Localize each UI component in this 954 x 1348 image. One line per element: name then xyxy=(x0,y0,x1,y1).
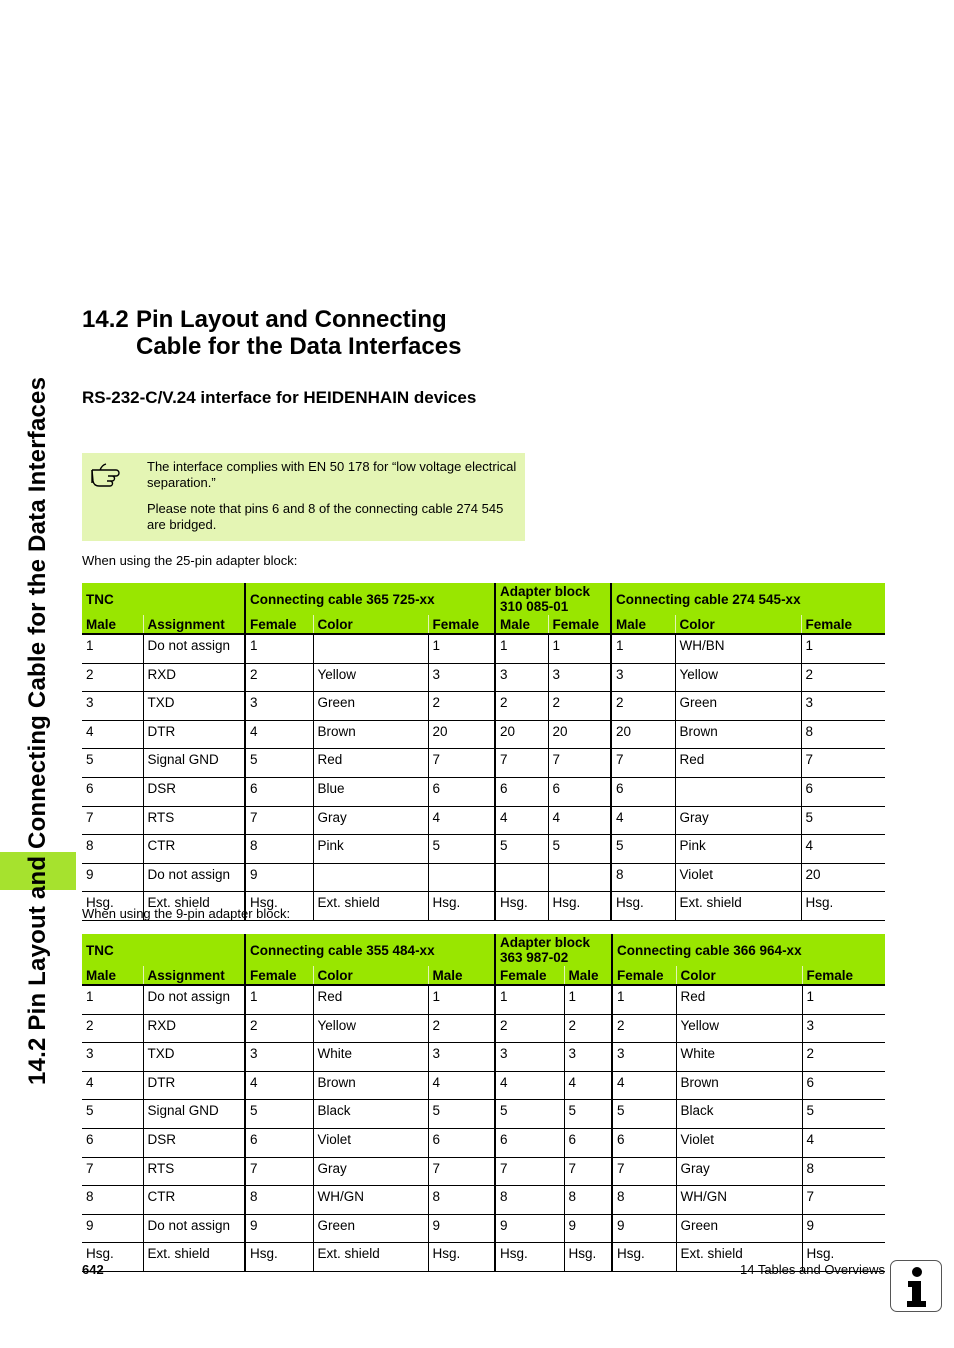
table-cell: 2 xyxy=(611,692,675,721)
table1-caption: When using the 25-pin adapter block: xyxy=(82,553,298,568)
table-cell: 6 xyxy=(802,1071,885,1100)
table-cell: 5 xyxy=(82,1100,143,1129)
table2-group-cable2: Connecting cable 366 964-xx xyxy=(612,934,885,966)
table-cell: DTR xyxy=(143,720,245,749)
table-cell: Ext. shield xyxy=(313,892,428,921)
table-cell: 2 xyxy=(495,692,548,721)
table-row xyxy=(82,663,885,692)
table-cell: 6 xyxy=(612,1128,676,1157)
table-cell: 9 xyxy=(612,1214,676,1243)
note-box xyxy=(82,453,525,541)
table-cell: 1 xyxy=(611,634,675,663)
table2-col-header: Female xyxy=(802,966,885,985)
table-cell: Violet xyxy=(676,1128,802,1157)
table-cell: 3 xyxy=(82,1043,143,1072)
table-cell xyxy=(313,863,428,892)
table-cell: Signal GND xyxy=(143,1100,245,1129)
table-cell: Hsg. xyxy=(245,892,313,921)
table-cell: 4 xyxy=(548,806,611,835)
table1-col-header: Female xyxy=(801,615,885,634)
table-cell: Hsg. xyxy=(428,1243,495,1272)
table-cell: 2 xyxy=(548,692,611,721)
table-cell: 2 xyxy=(802,1043,885,1072)
table-cell: 6 xyxy=(548,777,611,806)
table-cell: 4 xyxy=(801,835,885,864)
table-cell xyxy=(313,634,428,663)
table-cell: 9 xyxy=(428,1214,495,1243)
table-cell: 5 xyxy=(428,835,495,864)
table1-adapter-number: 310 085-01 xyxy=(500,599,569,614)
table-cell: RTS xyxy=(143,1157,245,1186)
table-cell: 3 xyxy=(802,1014,885,1043)
table2-col-header: Color xyxy=(313,966,428,985)
table-cell: RXD xyxy=(143,663,245,692)
table-cell: 4 xyxy=(428,806,495,835)
table-cell: 7 xyxy=(428,749,495,778)
table1-adapter-label: Adapter block xyxy=(500,584,591,599)
table2-col-header: Assignment xyxy=(143,966,245,985)
table-cell: Pink xyxy=(313,835,428,864)
table1-column-headers xyxy=(82,615,885,634)
table-cell: Green xyxy=(313,692,428,721)
table-cell: 9 xyxy=(245,863,313,892)
table-cell: 3 xyxy=(611,663,675,692)
table-cell: RTS xyxy=(143,806,245,835)
subsection-title: RS-232-C/V.24 interface for HEIDENHAIN devices xyxy=(82,388,477,407)
table-cell: 2 xyxy=(495,1014,564,1043)
table-cell: 8 xyxy=(245,835,313,864)
table-cell: 9 xyxy=(82,863,143,892)
table-cell: 5 xyxy=(564,1100,612,1129)
table-cell: 8 xyxy=(82,835,143,864)
table-cell: 1 xyxy=(564,985,612,1014)
table-cell: 9 xyxy=(495,1214,564,1243)
table-cell: 1 xyxy=(428,634,495,663)
table-cell: 4 xyxy=(612,1071,676,1100)
table-cell: 1 xyxy=(612,985,676,1014)
pin-table-9-pin xyxy=(82,934,885,1272)
table-cell: 5 xyxy=(802,1100,885,1129)
table-cell: Green xyxy=(675,692,801,721)
section-title-line2: Cable for the Data Interfaces xyxy=(136,333,462,360)
table-row xyxy=(82,634,885,663)
table-cell: Red xyxy=(313,749,428,778)
table-cell: Ext. shield xyxy=(675,892,801,921)
table-cell: 1 xyxy=(495,634,548,663)
table-cell: DTR xyxy=(143,1071,245,1100)
table-cell: Hsg. xyxy=(495,892,548,921)
table-cell: White xyxy=(676,1043,802,1072)
table2-caption: When using the 9-pin adapter block: xyxy=(82,906,291,921)
table-cell: 2 xyxy=(245,1014,313,1043)
table-row xyxy=(82,863,885,892)
table-cell: Do not assign xyxy=(143,985,245,1014)
table-cell: 20 xyxy=(428,720,495,749)
table1-body xyxy=(82,634,885,920)
table-cell: 1 xyxy=(82,634,143,663)
table-cell: 6 xyxy=(611,777,675,806)
table-cell: 4 xyxy=(495,1071,564,1100)
table2-body xyxy=(82,985,885,1271)
table-cell: Yellow xyxy=(313,1014,428,1043)
table-cell: Hsg. xyxy=(801,892,885,921)
table-cell: 7 xyxy=(428,1157,495,1186)
info-icon xyxy=(890,1260,942,1312)
table-cell: CTR xyxy=(143,835,245,864)
table-cell: Hsg. xyxy=(82,892,143,921)
table1-col-header: Male xyxy=(495,615,548,634)
table-row xyxy=(82,1186,885,1215)
table-cell: Red xyxy=(676,985,802,1014)
table-cell: Yellow xyxy=(675,663,801,692)
table-row xyxy=(82,1043,885,1072)
table-cell: White xyxy=(313,1043,428,1072)
table-cell: 8 xyxy=(82,1186,143,1215)
table2-col-header: Female xyxy=(245,966,313,985)
table-cell: Violet xyxy=(313,1128,428,1157)
table-row xyxy=(82,835,885,864)
table-cell: Brown xyxy=(313,720,428,749)
table-cell: Hsg. xyxy=(612,1243,676,1272)
table-cell: 4 xyxy=(802,1128,885,1157)
table-cell: 8 xyxy=(428,1186,495,1215)
table-cell: 6 xyxy=(428,777,495,806)
table-cell: Red xyxy=(675,749,801,778)
table-cell: 3 xyxy=(564,1043,612,1072)
table-cell: Gray xyxy=(675,806,801,835)
table-cell: 4 xyxy=(245,1071,313,1100)
table-row xyxy=(82,1214,885,1243)
table-row xyxy=(82,720,885,749)
table-cell: 20 xyxy=(495,720,548,749)
table-cell: 4 xyxy=(428,1071,495,1100)
table-row xyxy=(82,692,885,721)
table-cell: 3 xyxy=(245,692,313,721)
table-cell: 6 xyxy=(82,1128,143,1157)
pointing-hand-icon xyxy=(90,461,130,494)
table-cell: 2 xyxy=(82,1014,143,1043)
table-row xyxy=(82,1128,885,1157)
table2-group-tnc: TNC xyxy=(82,934,245,966)
table-cell: 2 xyxy=(428,692,495,721)
table-cell: 7 xyxy=(612,1157,676,1186)
table-cell: 3 xyxy=(495,663,548,692)
table-row xyxy=(82,777,885,806)
table-cell: 8 xyxy=(564,1186,612,1215)
table-cell: Black xyxy=(313,1100,428,1129)
table-cell: Do not assign xyxy=(143,634,245,663)
table-cell: 6 xyxy=(82,777,143,806)
table2-col-header: Female xyxy=(495,966,564,985)
note-paragraph-1: The interface complies with EN 50 178 for “low voltage electrical separation.” xyxy=(147,459,517,490)
section-number: 14.2 xyxy=(82,306,129,333)
table-cell: 1 xyxy=(428,985,495,1014)
table-cell xyxy=(548,863,611,892)
table1-col-header: Female xyxy=(245,615,313,634)
table-row xyxy=(82,1157,885,1186)
table-cell: 6 xyxy=(801,777,885,806)
table-cell: 6 xyxy=(495,1128,564,1157)
table-cell: 9 xyxy=(245,1214,313,1243)
table2-adapter-number: 363 987-02 xyxy=(500,950,569,965)
table-cell: 6 xyxy=(245,777,313,806)
table-row xyxy=(82,985,885,1014)
table-cell: 1 xyxy=(548,634,611,663)
table2-col-header: Male xyxy=(564,966,612,985)
table2-group-adapter xyxy=(495,934,612,966)
table1-col-header: Male xyxy=(82,615,143,634)
table-cell: 20 xyxy=(611,720,675,749)
table2-col-header: Male xyxy=(82,966,143,985)
table-cell: Red xyxy=(313,985,428,1014)
table-cell: 5 xyxy=(428,1100,495,1129)
table-cell: 20 xyxy=(548,720,611,749)
table-cell: 3 xyxy=(245,1043,313,1072)
section-title xyxy=(82,306,461,360)
table-cell: 6 xyxy=(428,1128,495,1157)
table1-col-header: Color xyxy=(313,615,428,634)
table-cell: 3 xyxy=(801,692,885,721)
table-cell: 5 xyxy=(245,1100,313,1129)
table-cell: 8 xyxy=(495,1186,564,1215)
table-cell: 3 xyxy=(82,692,143,721)
table-cell: 2 xyxy=(428,1014,495,1043)
table-cell: Yellow xyxy=(676,1014,802,1043)
table-cell: Ext. shield xyxy=(143,892,245,921)
table-cell xyxy=(428,863,495,892)
table-cell: 7 xyxy=(495,749,548,778)
table-cell: 9 xyxy=(82,1214,143,1243)
table-cell: Green xyxy=(313,1214,428,1243)
table-cell: Green xyxy=(676,1214,802,1243)
table-cell: 8 xyxy=(245,1186,313,1215)
table1-col-header: Assignment xyxy=(143,615,245,634)
table-row xyxy=(82,806,885,835)
table-cell: Hsg. xyxy=(495,1243,564,1272)
table-cell: 7 xyxy=(82,1157,143,1186)
table2-col-header: Color xyxy=(676,966,802,985)
table-cell: 1 xyxy=(245,634,313,663)
table-cell: 5 xyxy=(495,1100,564,1129)
table-row xyxy=(82,1071,885,1100)
table-cell: 7 xyxy=(245,806,313,835)
table1-group-tnc: TNC xyxy=(82,583,245,615)
table-cell: 9 xyxy=(564,1214,612,1243)
table-cell: 7 xyxy=(801,749,885,778)
section-title-line1: Pin Layout and Connecting xyxy=(136,306,447,333)
table1-col-header: Female xyxy=(428,615,495,634)
table-cell: Pink xyxy=(675,835,801,864)
table-cell: 5 xyxy=(548,835,611,864)
table-cell: 5 xyxy=(495,835,548,864)
table-cell: WH/GN xyxy=(676,1186,802,1215)
table-cell: Gray xyxy=(676,1157,802,1186)
table-cell: 2 xyxy=(564,1014,612,1043)
table-cell: 6 xyxy=(495,777,548,806)
table-cell: 8 xyxy=(611,863,675,892)
table-cell: 4 xyxy=(611,806,675,835)
table-cell: 8 xyxy=(802,1157,885,1186)
table-cell: 7 xyxy=(495,1157,564,1186)
table-cell: 3 xyxy=(548,663,611,692)
table-cell: 1 xyxy=(495,985,564,1014)
table-cell: 8 xyxy=(612,1186,676,1215)
table-cell: 1 xyxy=(802,985,885,1014)
table-cell: Yellow xyxy=(313,663,428,692)
table1-group-adapter xyxy=(495,583,611,615)
table-cell: 20 xyxy=(801,863,885,892)
table-cell: 9 xyxy=(802,1214,885,1243)
table-cell: 2 xyxy=(82,663,143,692)
table-cell: 1 xyxy=(801,634,885,663)
table-cell: 3 xyxy=(612,1043,676,1072)
table-cell: 5 xyxy=(245,749,313,778)
table-cell: Brown xyxy=(676,1071,802,1100)
table-cell: 2 xyxy=(801,663,885,692)
table-cell: 7 xyxy=(802,1186,885,1215)
table-cell: Do not assign xyxy=(143,863,245,892)
table-cell: Brown xyxy=(675,720,801,749)
table-cell: Do not assign xyxy=(143,1214,245,1243)
table-cell: Brown xyxy=(313,1071,428,1100)
table-cell: 5 xyxy=(82,749,143,778)
table-cell: 2 xyxy=(612,1014,676,1043)
table-cell: 2 xyxy=(245,663,313,692)
table-row xyxy=(82,1014,885,1043)
table-cell xyxy=(675,777,801,806)
table-cell: Blue xyxy=(313,777,428,806)
table-cell: RXD xyxy=(143,1014,245,1043)
table-cell: Hsg. xyxy=(802,1243,885,1272)
table-cell: Hsg. xyxy=(611,892,675,921)
table-cell: 4 xyxy=(245,720,313,749)
table-cell: 3 xyxy=(495,1043,564,1072)
note-text xyxy=(147,459,517,543)
table-cell: Black xyxy=(676,1100,802,1129)
table2-group-cable1: Connecting cable 355 484-xx xyxy=(245,934,495,966)
table-cell: Hsg. xyxy=(245,1243,313,1272)
table-row xyxy=(82,749,885,778)
table-cell: Signal GND xyxy=(143,749,245,778)
table-cell: 7 xyxy=(564,1157,612,1186)
page-number: 642 xyxy=(82,1262,104,1277)
note-paragraph-2: Please note that pins 6 and 8 of the connecting cable 274 545 are bridged. xyxy=(147,501,504,532)
table-cell: WH/GN xyxy=(313,1186,428,1215)
table-cell: Gray xyxy=(313,1157,428,1186)
table-cell: Hsg. xyxy=(82,1243,143,1272)
table-cell: 7 xyxy=(82,806,143,835)
table-cell: Gray xyxy=(313,806,428,835)
table-cell: Violet xyxy=(675,863,801,892)
table-cell: Ext. shield xyxy=(143,1243,245,1272)
table-cell: DSR xyxy=(143,1128,245,1157)
table1-col-header: Color xyxy=(675,615,801,634)
table2-col-header: Female xyxy=(612,966,676,985)
table-cell: Hsg. xyxy=(548,892,611,921)
table-cell: TXD xyxy=(143,692,245,721)
table1-group-cable2: Connecting cable 274 545-xx xyxy=(611,583,885,615)
table-cell: 5 xyxy=(612,1100,676,1129)
table2-column-headers xyxy=(82,966,885,985)
table-cell: 5 xyxy=(801,806,885,835)
table-row xyxy=(82,1100,885,1129)
table1-group-cable1: Connecting cable 365 725-xx xyxy=(245,583,495,615)
table-cell: 7 xyxy=(245,1157,313,1186)
pin-table-25-pin xyxy=(82,583,885,921)
table-cell xyxy=(495,863,548,892)
table-cell: CTR xyxy=(143,1186,245,1215)
table1-col-header: Male xyxy=(611,615,675,634)
table-cell: 4 xyxy=(82,1071,143,1100)
table-cell: 6 xyxy=(564,1128,612,1157)
table-cell: TXD xyxy=(143,1043,245,1072)
table-cell: Ext. shield xyxy=(676,1243,802,1272)
table-cell: 1 xyxy=(82,985,143,1014)
table-cell: 3 xyxy=(428,663,495,692)
table-cell: 3 xyxy=(428,1043,495,1072)
table-cell: 5 xyxy=(611,835,675,864)
table-cell: 4 xyxy=(82,720,143,749)
table-cell: 1 xyxy=(245,985,313,1014)
table-cell: Hsg. xyxy=(564,1243,612,1272)
table-cell: 7 xyxy=(611,749,675,778)
side-chapter-title: 14.2 Pin Layout and Connecting Cable for the Data Interfaces xyxy=(24,376,51,1085)
table-cell: 4 xyxy=(564,1071,612,1100)
table1-col-header: Female xyxy=(548,615,611,634)
table-cell: WH/BN xyxy=(675,634,801,663)
table-cell: 7 xyxy=(548,749,611,778)
table-cell: 4 xyxy=(495,806,548,835)
footer-chapter: 14 Tables and Overviews xyxy=(739,1262,885,1277)
table2-col-header: Male xyxy=(428,966,495,985)
table-cell: 8 xyxy=(801,720,885,749)
table2-adapter-label: Adapter block xyxy=(500,935,591,950)
table-cell: Hsg. xyxy=(428,892,495,921)
table-cell: 6 xyxy=(245,1128,313,1157)
table-cell: Ext. shield xyxy=(313,1243,428,1272)
table-cell: DSR xyxy=(143,777,245,806)
